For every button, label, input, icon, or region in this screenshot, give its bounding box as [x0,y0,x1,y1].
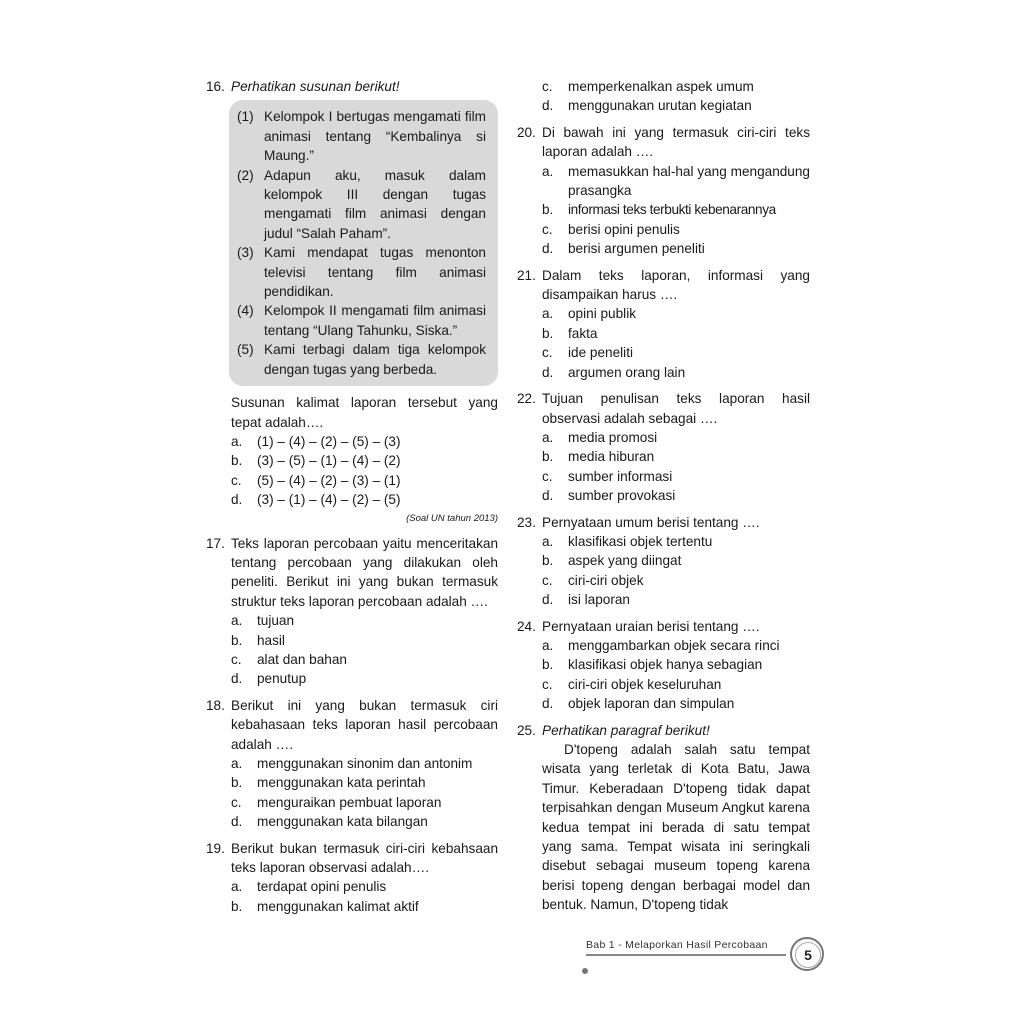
option-letter: c. [542,572,553,588]
option [542,486,810,505]
option [542,77,810,96]
box-item-text: Adapun aku, masuk dalam kelompok III dengan tugas mengamati film animasi dengan judul “Salah Paham”. [264,167,486,241]
option-text: media promosi [568,429,658,445]
option [231,669,498,688]
option-letter: d. [542,696,554,712]
question-21 [511,266,810,382]
question-number: 25. [517,722,536,738]
option-text: ciri-ciri objek [568,572,644,588]
option-letter: b. [542,449,554,465]
option-text: memperkenalkan aspek umum [568,79,754,94]
option [231,773,498,792]
option-text: alat dan bahan [257,651,347,667]
option-text: menggunakan kalimat aktif [257,898,419,914]
option-letter: b. [231,453,243,469]
question-prompt: Susunan kalimat laporan tersebut yang tepat adalah…. [231,395,498,430]
option-letter: a. [542,306,554,322]
question-number: 20. [517,124,536,140]
box-item-text: Kelompok I bertugas mengamati film animasi tentang “Kembalinya si Maung.” [264,109,486,164]
left-column [200,77,498,923]
option [231,611,498,630]
option [542,200,810,219]
option [542,96,810,115]
question-stem: Berikut bukan termasuk ciri-ciri kebahsaan teks laporan observasi adalah…. [231,840,498,876]
option-text: menggunakan sinonim dan antonim [257,756,473,771]
option [542,239,810,258]
option [231,793,498,812]
question-23 [511,513,810,610]
question-paragraph: D'topeng adalah salah satu tempat wisata yang terletak di Kota Batu, Jawa Timur. Keberadaan D'topeng tidak dapat terpisahkan dengan Museum Angkut karena kedua tempat ini berada di satu tempat yang sama. Tempat wisata ini seringkali disebut sebagai museum topeng karena berisi topeng dengan berbagai model dan bentuk. Namun, D'topeng tidak [542,742,810,913]
question-25 [511,721,810,915]
box-item [237,243,486,301]
option [231,812,498,831]
option [231,754,498,773]
option-text: (3) – (1) – (4) – (2) – (5) [257,492,401,508]
box-item [237,301,486,340]
option-letter: a. [231,756,243,771]
option [231,432,498,451]
option-text: (1) – (4) – (2) – (5) – (3) [257,433,401,449]
option [542,447,810,466]
question-stem: Dalam teks laporan, informasi yang disampaikan harus …. [542,267,810,303]
option [231,490,498,509]
question-stem: Perhatikan paragraf berikut! [542,722,710,738]
option-text: penutup [257,671,307,687]
option-letter: d. [542,592,554,608]
option-letter: a. [231,613,243,629]
option [542,343,810,362]
option [542,551,810,570]
option-letter: d. [231,492,243,508]
question-16 [200,77,498,527]
option [231,877,498,896]
option-text: tujuan [257,613,295,629]
option-text: klasifikasi objek tertentu [568,533,713,549]
option-letter: d. [231,814,243,830]
question-24 [511,617,810,714]
question-20 [511,123,810,259]
option-text: menggunakan kata perintah [257,775,426,791]
option-text: opini publik [568,306,637,322]
question-number: 19. [206,840,225,856]
option-letter: d. [231,671,243,687]
option-text: hasil [257,632,285,648]
option-letter: b. [231,632,243,648]
option [231,451,498,470]
question-19 [200,839,498,917]
footer-divider [586,954,786,956]
question-stem: Di bawah ini yang termasuk ciri-ciri teks laporan adalah …. [542,124,810,160]
option [542,590,810,609]
option-letter: a. [542,429,554,445]
option-text: informasi teks terbukti kebenarannya [568,202,776,218]
option [542,428,810,447]
option [542,304,810,323]
option [542,532,810,551]
question-stem: Pernyataan umum berisi tentang …. [542,514,760,530]
page-number: 5 [795,942,821,968]
option [542,162,810,201]
option-text: isi laporan [568,592,630,608]
option-text: menggunakan kata bilangan [257,814,428,830]
box-item-number: (2) [237,167,254,183]
option-letter: a. [542,163,554,179]
question-stem: Perhatikan susunan berikut! [231,79,400,94]
box-item-text: Kelompok II mengamati film animasi tentang “Ulang Tahunku, Siska.” [264,303,486,338]
option-letter: c. [231,794,242,810]
question-number: 21. [517,267,536,283]
option-letter: c. [542,345,553,361]
question-18 [200,696,498,832]
option-text: sumber informasi [568,468,673,484]
question-number: 17. [206,535,225,551]
question-22 [511,389,810,505]
option-text: (3) – (5) – (1) – (4) – (2) [257,453,401,469]
option-letter: c. [542,79,553,94]
footer-dot-icon [582,968,588,974]
option-letter: c. [231,472,242,488]
question-number: 23. [517,514,536,530]
question-number: 16. [206,79,225,94]
box-item-number: (3) [237,245,254,261]
question-stem: Tujuan penulisan teks laporan hasil observasi adalah sebagai …. [542,391,810,426]
option [542,675,810,694]
option-letter: a. [542,637,554,653]
option [542,324,810,343]
question-stem: Pernyataan uraian berisi tentang …. [542,618,760,634]
option-letter: a. [231,433,243,449]
option-text: objek laporan dan simpulan [568,696,735,712]
option-letter: a. [231,879,243,895]
question-17 [200,534,498,689]
option-letter: a. [542,533,554,549]
option-text: argumen orang lain [568,364,686,380]
question-number: 18. [206,697,225,713]
box-item-number: (5) [237,342,254,358]
option-text: berisi argumen peneliti [568,241,705,257]
option [542,363,810,382]
option-letter: d. [542,488,554,504]
option-letter: c. [542,676,553,692]
option [231,631,498,650]
option-text: memasukkan hal-hal yang mengandung prasangka [568,163,810,199]
option-text: fakta [568,325,598,341]
box-item [237,166,486,244]
option-letter: b. [542,325,554,341]
option-text: aspek yang diingat [568,553,682,569]
question-number: 22. [517,391,536,407]
option [542,636,810,655]
page-footer [586,937,826,977]
option [231,650,498,669]
box-item [237,107,486,165]
box-item-number: (4) [237,303,254,319]
option-letter: b. [542,553,554,569]
box-item-number: (1) [237,109,254,125]
option-text: terdapat opini penulis [257,879,387,895]
option-letter: b. [542,202,554,218]
question-stem: Berikut ini yang bukan termasuk ciri kebahasaan teks laporan hasil percobaan adalah …. [231,697,498,752]
chapter-title: Bab 1 - Melaporkan Hasil Percobaan [586,939,768,951]
option [542,655,810,674]
option-letter: c. [542,468,553,484]
option-text: berisi opini penulis [568,221,680,237]
option-letter: b. [231,775,243,791]
box-item-text: Kami terbagi dalam tiga kelompok dengan tugas yang berbeda. [264,342,486,377]
option-text: ide peneliti [568,345,633,361]
option-letter: b. [231,898,243,914]
option-text: menggambarkan objek secara rinci [568,637,780,653]
option-letter: c. [231,651,242,667]
question-19-continued [511,77,810,116]
option-text: menggunakan urutan kegiatan [568,98,752,114]
option-text: ciri-ciri objek keseluruhan [568,676,722,692]
option-letter: d. [542,98,554,114]
option-text: sumber provokasi [568,488,676,504]
option-letter: b. [542,657,554,673]
option-text: klasifikasi objek hanya sebagian [568,657,763,673]
option-text: media hiburan [568,449,655,465]
option-text: menguraikan pembuat laporan [257,794,442,810]
question-stem: Teks laporan percobaan yaitu menceritakan tentang percobaan yang dilakukan oleh peneliti. Berikut ini yang bukan termasuk struktur teks laporan percobaan adalah …. [231,535,498,609]
option-letter: d. [542,241,554,257]
box-item-text: Kami mendapat tugas menonton televisi tentang film animasi pendidikan. [264,245,486,300]
option [231,471,498,490]
option [542,467,810,486]
option-letter: d. [542,364,554,380]
option [542,571,810,590]
option-letter: c. [542,221,553,237]
question-number: 24. [517,618,536,634]
option-text: (5) – (4) – (2) – (3) – (1) [257,472,401,488]
option [542,220,810,239]
option [542,694,810,713]
page-number-badge [790,937,824,971]
option [231,897,498,916]
question-source: (Soal UN tahun 2013) [406,512,498,524]
right-column [511,77,810,922]
box-item [237,340,486,379]
sentence-box [229,100,498,386]
